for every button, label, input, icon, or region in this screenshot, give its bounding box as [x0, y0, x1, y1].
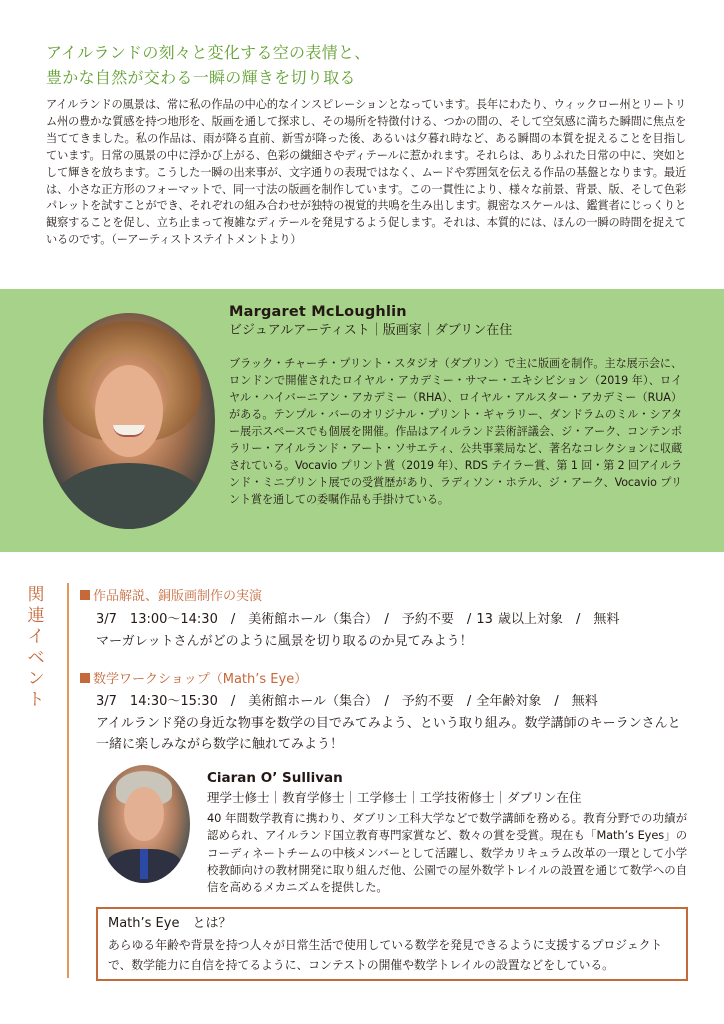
headline-line-2: 豊かな自然が交わる一瞬の輝きを切り取る [46, 68, 356, 87]
square-bullet-icon [80, 590, 90, 600]
speaker-portrait-photo [98, 765, 190, 883]
maths-eye-title: Math’s Eye とは？ [108, 916, 232, 931]
event-2-description-text: アイルランド発の身近な物事を数学の目でみてみよう、という取り組み。数学講師のキーランさんと一緒に楽しみながら数学に触れてみよう！ [96, 716, 681, 752]
maths-eye-body [108, 935, 678, 975]
headline-line-1: アイルランドの刻々と変化する空の表情と、 [46, 43, 371, 62]
artist-role: ビジュアルアーティスト｜版画家｜ダブリン在住 [229, 323, 513, 338]
speaker-role: 理学士修士｜教育学修士｜工学修士｜工学技術修士｜ダブリン在住 [207, 790, 582, 805]
events-heading-char-5: ト [27, 690, 45, 710]
speaker-name: Ciaran O’ Sullivan [207, 770, 343, 786]
square-bullet-icon [80, 673, 90, 683]
artist-bio [229, 355, 682, 508]
events-heading-char-2: イ [27, 627, 45, 647]
event-1-title [80, 588, 262, 606]
speaker-bio-text: 40 年間数学教育に携わり、ダブリン工科大学などで数学講師を務める。教育分野での功績が認められ、アイルランド国立教育専門家賞など、数々の賞を受賞。現在も「Math’s Eyes」のコーディネートチームの中核メンバーとして活躍し、数学カリキュラム改革の一環として小学校教師向けの教材開発に取り組んだ他、公園での屋外数学トレイルの設置を通じて数学への自信を高めるメカニズムを提供した。 [207, 811, 687, 895]
event-1-description [96, 631, 686, 652]
event-1-title-text: 作品解説、銅版画制作の実演 [93, 589, 263, 604]
headline [46, 40, 686, 90]
event-2-meta: 3/7 14:30〜15:30 / 美術館ホール（集合） / 予約不要 / 全年齢対象 / 無料 [96, 694, 598, 709]
events-heading-char-3: ベ [27, 648, 45, 668]
artist-name: Margaret McLoughlin [229, 304, 407, 320]
maths-eye-body-text: あらゆる年齢や背景を持つ人々が日常生活で使用している数学を発見できるように支援するプロジェクトで、数学能力に自信を持てるように、コンテストの開催や数学トレイルの設置などをしている。 [108, 938, 663, 972]
maths-eye-info-box [96, 907, 688, 981]
event-2-title [80, 671, 307, 689]
artist-bio-text: ブラック・チャーチ・プリント・スタジオ（ダブリン）で主に版画を制作。主な展示会に、ロンドンで開催されたロイヤル・アカデミー・サマー・エキシビション（2019 年）、ロイヤル・ハイバーニアン・アカデミー（RHA）、ロイヤル・アルスター・アカデミー（RUA）がある。テンプル・バーのオリジナル・プリント・ギャラリー、ダンドラムのミル・シアター展示スペースでも個展を開催。作品はアイルランド芸術評議会、ジ・アーク、コンテンポラリー・アイルランド・アート・ソサエティ、公共事業局など、著名なコレクションに収蔵されている。Vocavio プリント賞（2019 年）、RDS テイラー賞、第 1 回・第 2 回アイルランド・ミニプリント展での受賞歴があり、ラディソン・ホテル、ジ・アーク、Vocavio プリント賞を通しての委嘱作品も手掛けている。 [229, 357, 682, 506]
events-heading-char-1: 連 [27, 606, 45, 626]
events-heading [27, 585, 45, 711]
events-heading-char-0: 関 [27, 585, 45, 605]
artist-statement [46, 97, 686, 249]
artist-statement-text: アイルランドの風景は、常に私の作品の中心的なインスピレーションとなっています。長年にわたり、ウィックロー州とリートリム州の豊かな質感を持つ地形を、版画を通して探求し、その場所を特徴付ける、つかの間の、そして空気感に満ちた瞬間に焦点を当ててきました。私の作品は、雨が降る直前、新雪が降った後、あるいは夕暮れ時など、ある瞬間の本質を捉えることを目指しています。日常の風景の中に浮かび上がる、色彩の繊細さやディテールに惹かれます。それらは、ありふれた日常の中に、突如として輝きを放ちます。こうした一瞬の出来事が、文字通りの表現ではなく、ムードや雰囲気を伝える作品の基盤となります。最近は、小さな正方形のフォーマットで、同一寸法の版画を制作しています。この一貫性により、様々な前景、背景、版、そして色彩パレットを試すことができ、それぞれの組み合わせが独特の視覚的共鳴を生み出します。親密なスケールは、鑑賞者にじっくりと観察することを促し、立ち止まって複雑なディテールを発見するよう促します。それは、本質的には、ほんの一瞬の時間を捉えているのです。（ーアーティストステイトメントより） [46, 98, 686, 247]
artist-portrait-photo [43, 313, 215, 529]
speaker-bio [207, 810, 687, 896]
event-1-description-text: マーガレットさんがどのように風景を切り取るのか見てみよう！ [96, 634, 473, 649]
event-1-meta: 3/7 13:00〜14:30 / 美術館ホール（集合） / 予約不要 / 13 歳以上対象 / 無料 [96, 612, 620, 627]
events-heading-char-4: ン [27, 669, 45, 689]
events-divider [67, 583, 69, 978]
event-2-title-text: 数学ワークショップ（Math’s Eye） [93, 672, 308, 687]
event-2-description [96, 713, 686, 755]
